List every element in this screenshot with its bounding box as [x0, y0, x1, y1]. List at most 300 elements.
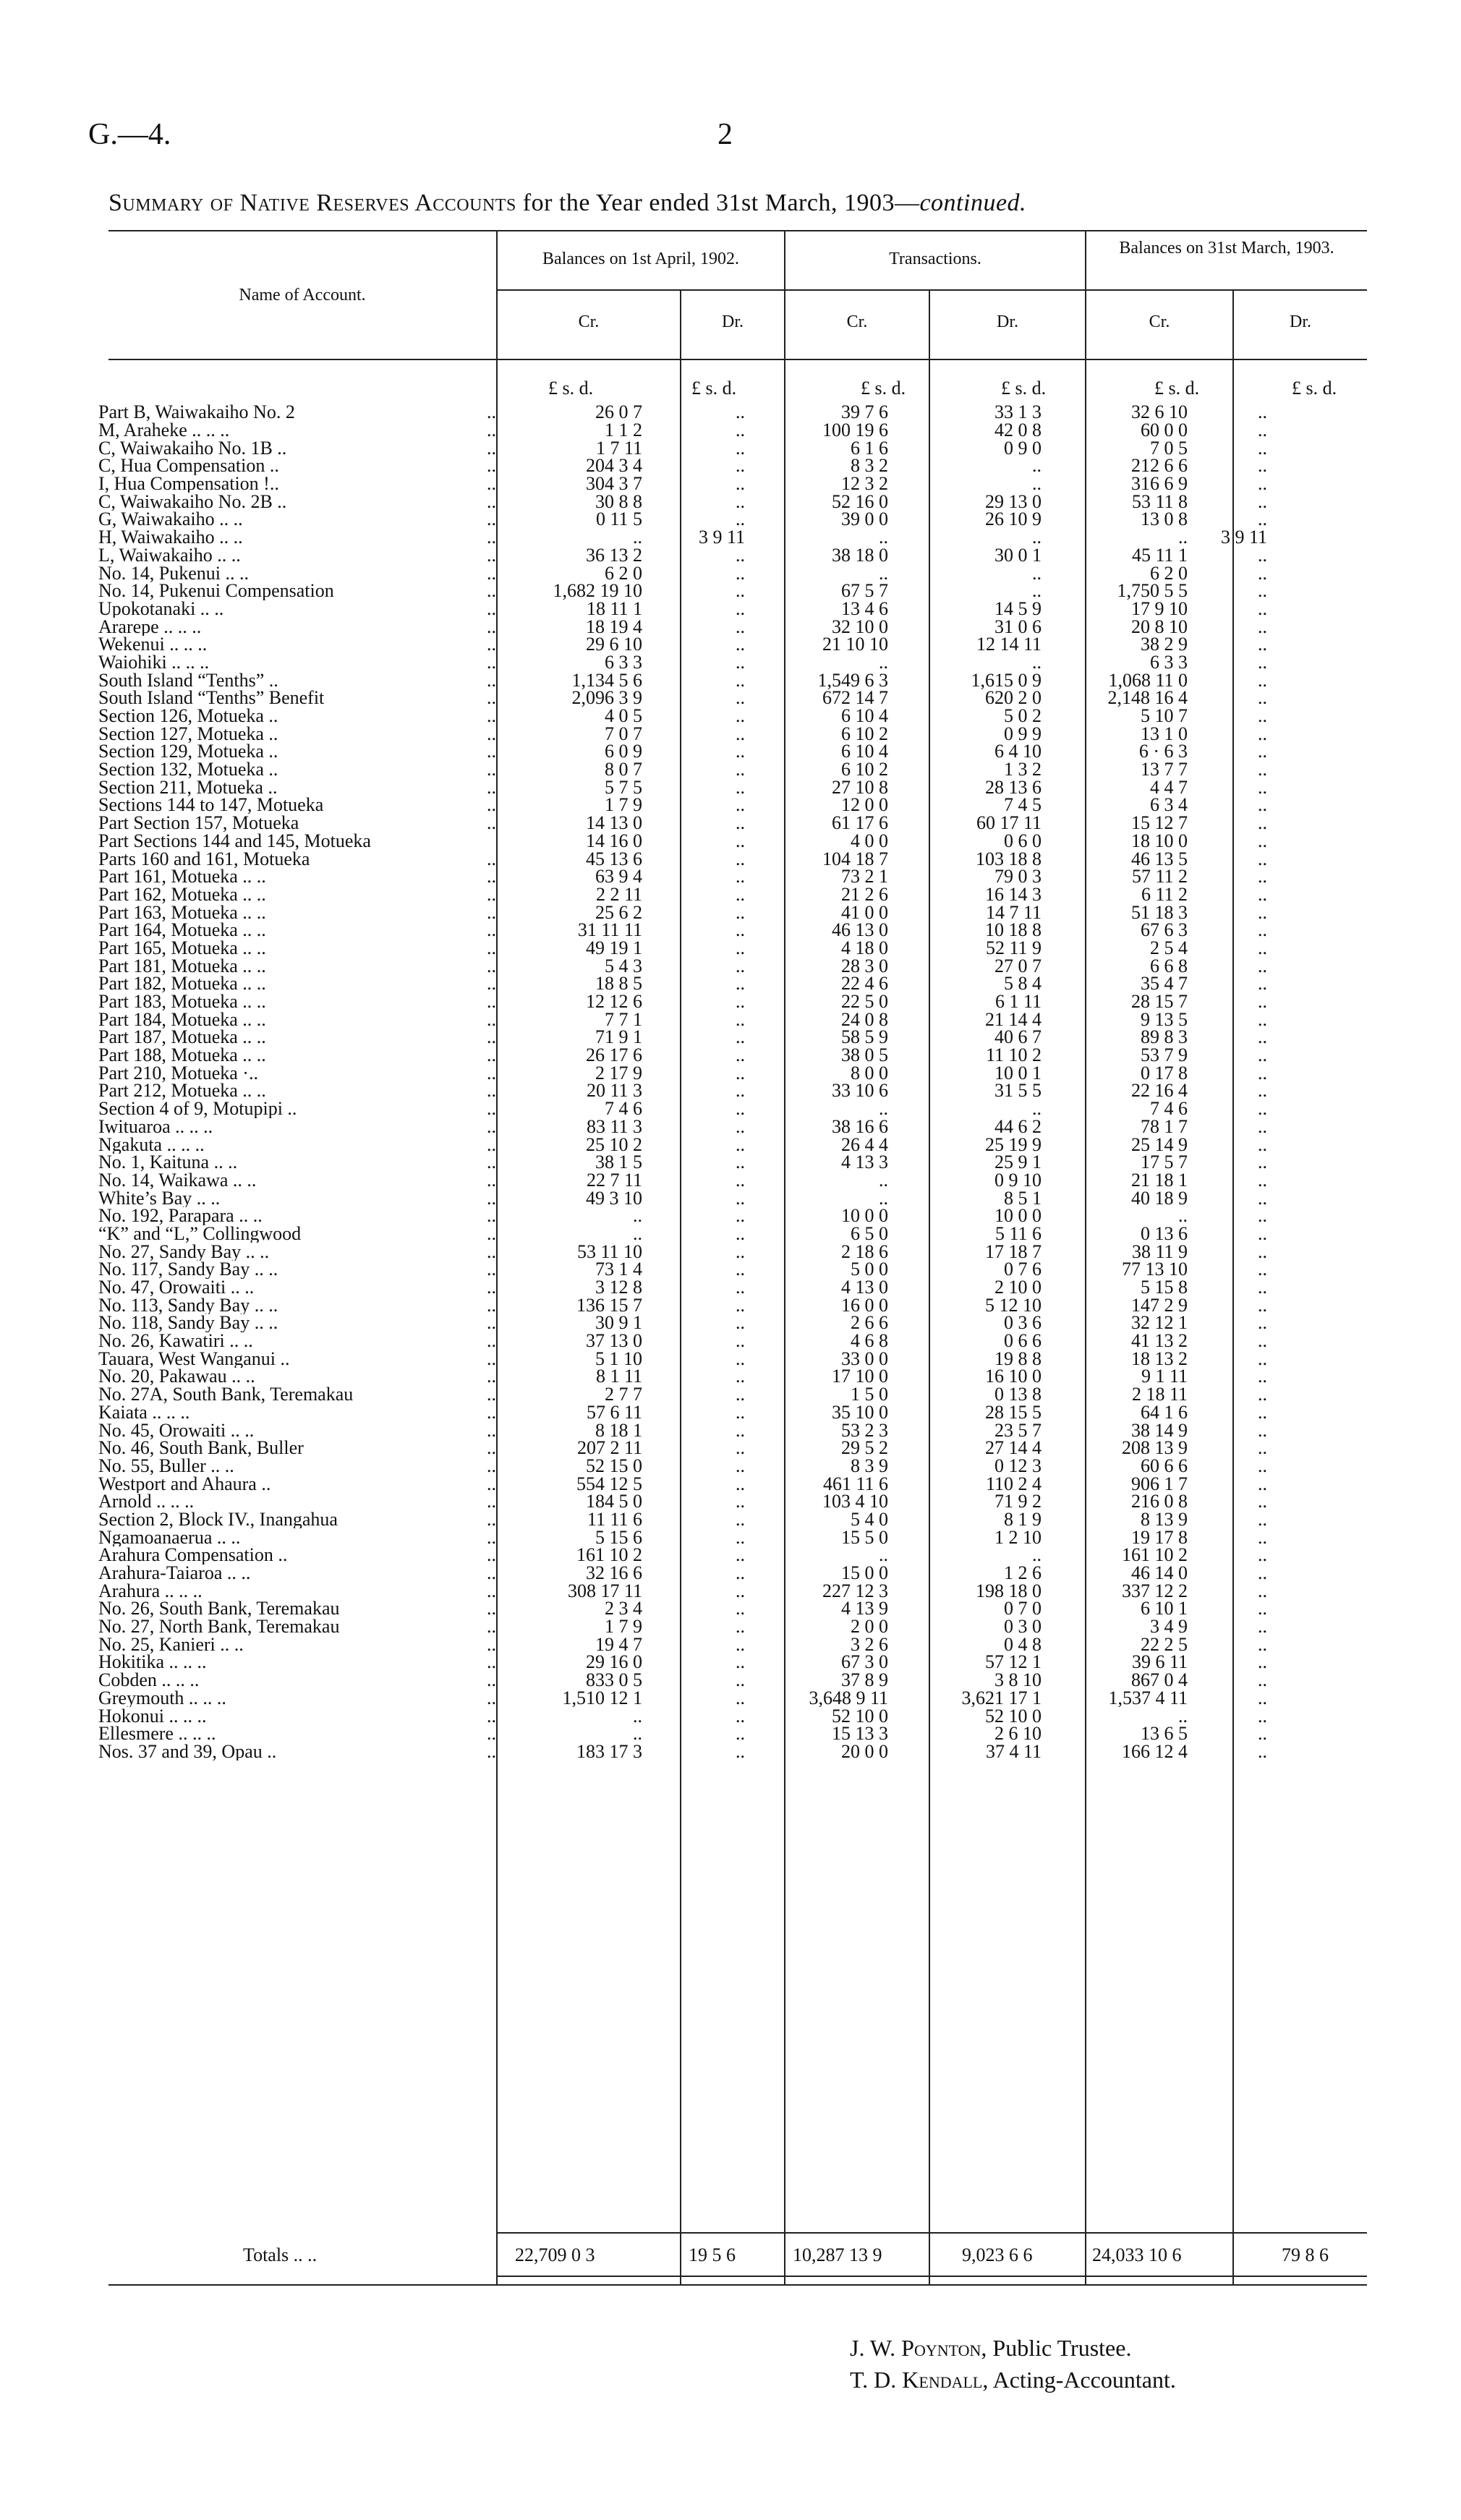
closing-dr-amount: .. — [1258, 1350, 1267, 1368]
transaction-cr-amount: 38 18 0 — [832, 546, 888, 565]
leader-dots: .. — [487, 1189, 496, 1207]
closing-dr-amount: .. — [1258, 635, 1267, 654]
transaction-dr-amount: 1 2 6 — [1004, 1564, 1042, 1583]
closing-dr-amount: .. — [1258, 1582, 1267, 1601]
closing-dr-amount: .. — [1258, 582, 1267, 600]
table-row — [98, 1511, 1267, 1529]
opening-cr-amount: 1 7 11 — [595, 439, 642, 458]
account-name: No. 20, Pakawau .. .. — [98, 1368, 255, 1386]
closing-cr-amount: 2 18 11 — [1131, 1385, 1188, 1404]
opening-dr-amount: .. — [736, 1010, 745, 1029]
account-name: Kaiata .. .. .. — [98, 1403, 190, 1422]
table-row — [98, 1082, 1267, 1100]
transaction-cr-amount: 103 4 10 — [822, 1492, 888, 1511]
transaction-cr-amount: 15 13 3 — [832, 1724, 888, 1743]
totals-trans-dr: 9,023 6 6 — [962, 2244, 1033, 2265]
table-row — [98, 1528, 1267, 1546]
transaction-cr-amount: 53 2 3 — [841, 1421, 888, 1439]
opening-cr-amount: 20 11 3 — [586, 1082, 642, 1100]
leader-dots: .. — [487, 707, 496, 725]
opening-cr-amount: 12 12 6 — [586, 992, 642, 1011]
closing-cr-amount: 867 0 4 — [1131, 1671, 1188, 1690]
unit-label-trans-cr: £ s. d. — [861, 378, 906, 399]
closing-cr-amount: 3 4 9 — [1150, 1617, 1188, 1636]
closing-dr-amount: .. — [1258, 885, 1267, 904]
opening-dr-amount: .. — [736, 1296, 745, 1315]
totals-opening-cr: 22,709 0 3 — [515, 2244, 595, 2265]
transaction-dr-amount: 28 13 6 — [985, 778, 1042, 797]
closing-dr-amount: .. — [1258, 1724, 1267, 1743]
closing-dr-amount: .. — [1258, 1332, 1267, 1350]
transaction-cr-amount: 39 0 0 — [841, 511, 888, 529]
transaction-cr-amount: 27 10 8 — [832, 778, 888, 797]
closing-dr-amount: .. — [1258, 796, 1267, 814]
closing-dr-amount: .. — [1258, 689, 1267, 707]
leader-dots: .. — [487, 1296, 496, 1315]
table-row — [98, 511, 1267, 529]
closing-cr-amount: 13 7 7 — [1141, 760, 1188, 779]
title-continued: continued. — [919, 190, 1027, 216]
transaction-dr-amount: .. — [1032, 457, 1042, 475]
table-row — [98, 547, 1267, 565]
transaction-cr-amount: 4 13 3 — [841, 1153, 888, 1172]
totals-closing-cr: 24,033 10 6 — [1092, 2244, 1182, 2265]
signature-role: , Acting-Accountant. — [982, 2367, 1176, 2393]
transaction-dr-amount: 0 9 0 — [1004, 439, 1042, 458]
opening-cr-amount: 63 9 4 — [595, 867, 642, 886]
closing-cr-amount: 147 2 9 — [1131, 1296, 1188, 1315]
opening-dr-amount: .. — [736, 1082, 745, 1100]
account-name: No. 27, North Bank, Teremakau — [98, 1617, 340, 1636]
table-row — [98, 814, 1267, 833]
opening-cr-amount: 18 19 4 — [586, 618, 642, 636]
transaction-dr-amount: 11 10 2 — [985, 1046, 1042, 1065]
opening-dr-amount: .. — [736, 1171, 745, 1190]
opening-cr-amount: 304 3 7 — [586, 474, 642, 493]
opening-cr-amount: 52 15 0 — [586, 1457, 642, 1476]
closing-dr-amount: .. — [1258, 1064, 1267, 1083]
transaction-cr-amount: 2 18 6 — [841, 1243, 888, 1261]
table-row — [98, 850, 1267, 868]
transaction-dr-amount: 14 7 11 — [985, 903, 1042, 921]
closing-dr-amount: .. — [1258, 760, 1267, 779]
closing-cr-amount: 60 6 6 — [1141, 1457, 1188, 1476]
transaction-cr-amount: 6 10 2 — [841, 725, 888, 744]
unit-label-closing-cr: £ s. d. — [1154, 378, 1200, 399]
unit-label-opening-cr: £ s. d. — [548, 378, 594, 399]
table-row — [98, 886, 1267, 904]
transaction-cr-amount: 33 0 0 — [841, 1350, 888, 1368]
transaction-dr-amount: 0 4 8 — [1004, 1635, 1042, 1654]
header-dr-closing: Dr. — [1290, 312, 1311, 331]
closing-cr-amount: 2,148 16 4 — [1107, 689, 1188, 707]
transaction-cr-amount: 15 0 0 — [841, 1564, 888, 1583]
leader-dots: .. — [487, 921, 496, 940]
transaction-cr-amount: 12 3 2 — [841, 474, 888, 493]
transaction-cr-amount: 67 3 0 — [841, 1653, 888, 1672]
leader-dots: .. — [487, 421, 496, 440]
transaction-cr-amount: 6 1 6 — [851, 439, 888, 458]
opening-dr-amount: .. — [736, 1029, 745, 1047]
transaction-cr-amount: 4 0 0 — [851, 832, 888, 851]
table-row — [98, 1707, 1267, 1725]
closing-dr-amount: .. — [1258, 439, 1267, 458]
transaction-cr-amount: .. — [879, 1171, 888, 1190]
transaction-dr-amount: 0 9 10 — [994, 1171, 1042, 1190]
transaction-cr-amount: 32 10 0 — [832, 618, 888, 636]
leader-dots: .. — [487, 1118, 496, 1136]
closing-cr-amount: .. — [1178, 528, 1188, 547]
transaction-dr-amount: 31 5 5 — [994, 1082, 1042, 1100]
table-row — [98, 582, 1267, 600]
leader-dots: .. — [487, 582, 496, 600]
transaction-cr-amount: 39 7 6 — [841, 404, 888, 422]
account-name: No. 27, Sandy Bay .. .. — [98, 1243, 270, 1261]
table-row — [98, 439, 1267, 457]
table-row — [98, 422, 1267, 440]
transaction-dr-amount: 0 9 9 — [1004, 725, 1042, 744]
opening-dr-amount: .. — [736, 760, 745, 779]
transaction-dr-amount: 5 8 4 — [1004, 975, 1042, 993]
closing-cr-amount: 21 18 1 — [1131, 1171, 1188, 1190]
table-row — [98, 1172, 1267, 1190]
opening-cr-amount: 4 0 5 — [605, 707, 642, 725]
table-row — [98, 778, 1267, 796]
closing-dr-amount: .. — [1258, 1118, 1267, 1136]
transaction-dr-amount: 30 0 1 — [994, 546, 1042, 565]
opening-cr-amount: .. — [633, 1724, 642, 1743]
closing-dr-amount: .. — [1258, 1171, 1267, 1190]
account-name: Section 127, Motueka .. — [98, 725, 278, 744]
opening-cr-amount: 5 7 5 — [605, 778, 642, 797]
transaction-dr-amount: 52 11 9 — [985, 939, 1042, 958]
table-row — [98, 1064, 1267, 1082]
opening-dr-amount: .. — [736, 1671, 745, 1690]
closing-cr-amount: 337 12 2 — [1122, 1582, 1188, 1601]
account-name: South Island “Tenths” .. — [98, 671, 278, 689]
opening-cr-amount: 26 17 6 — [586, 1046, 642, 1065]
account-name: Part 181, Motueka .. .. — [98, 957, 266, 975]
closing-dr-amount: .. — [1258, 404, 1267, 422]
totals-opening-dr: 19 5 6 — [689, 2244, 736, 2265]
transaction-cr-amount: 1 5 0 — [851, 1385, 888, 1404]
transaction-dr-amount: .. — [1032, 474, 1042, 493]
closing-dr-amount: .. — [1258, 1528, 1267, 1546]
account-name: M, Araheke .. .. .. — [98, 421, 230, 440]
transaction-cr-amount: 3,648 9 11 — [809, 1689, 888, 1708]
transaction-dr-amount: 1,615 0 9 — [971, 671, 1042, 689]
closing-dr-amount: .. — [1258, 1261, 1267, 1279]
opening-cr-amount: 6 2 0 — [605, 564, 642, 582]
account-name: Part Sections 144 and 145, Motueka — [98, 832, 371, 851]
opening-dr-amount: .. — [736, 1742, 745, 1761]
leader-dots: .. — [487, 689, 496, 707]
closing-dr-amount: .. — [1258, 1136, 1267, 1154]
transaction-dr-amount: 37 4 11 — [985, 1742, 1042, 1761]
transaction-dr-amount: 40 6 7 — [994, 1029, 1042, 1047]
account-name: White’s Bay .. .. — [98, 1189, 221, 1207]
leader-dots: .. — [487, 439, 496, 458]
transaction-dr-amount: 23 5 7 — [994, 1421, 1042, 1439]
opening-dr-amount: .. — [736, 457, 745, 475]
unit-label-trans-dr: £ s. d. — [1001, 378, 1047, 399]
accounts-table-body — [98, 404, 1267, 1761]
table-row — [98, 1100, 1267, 1118]
transaction-cr-amount: 8 3 2 — [851, 457, 888, 475]
account-name: No. 14, Waikawa .. .. — [98, 1171, 257, 1190]
transaction-cr-amount: 22 4 6 — [841, 975, 888, 993]
account-name: Part 163, Motueka .. .. — [98, 903, 266, 921]
transaction-cr-amount: 4 18 0 — [841, 939, 888, 958]
transaction-dr-amount: 6 1 11 — [994, 992, 1042, 1011]
closing-dr-amount: .. — [1258, 1189, 1267, 1207]
leader-dots: .. — [487, 1492, 496, 1511]
header-closing-balances: Balances on 31st March, 1903. — [1119, 239, 1334, 257]
account-name: C, Waiwakaiho No. 1B .. — [98, 439, 287, 458]
leader-dots: .. — [487, 1368, 496, 1386]
opening-cr-amount: 5 1 10 — [595, 1350, 642, 1368]
opening-dr-amount: .. — [736, 1243, 745, 1261]
leader-dots: .. — [487, 1707, 496, 1725]
closing-cr-amount: 89 8 3 — [1141, 1029, 1188, 1047]
transaction-dr-amount: 31 0 6 — [994, 618, 1042, 636]
account-name: Tauara, West Wanganui .. — [98, 1350, 290, 1368]
leader-dots: .. — [487, 474, 496, 493]
opening-cr-amount: 49 3 10 — [586, 1189, 642, 1207]
closing-cr-amount: 212 6 6 — [1131, 457, 1188, 475]
opening-dr-amount: .. — [736, 1153, 745, 1172]
transaction-dr-amount: 12 14 11 — [976, 635, 1042, 654]
transaction-cr-amount: 6 10 2 — [841, 760, 888, 779]
table-row — [98, 564, 1267, 582]
opening-dr-amount: .. — [736, 1332, 745, 1350]
transaction-cr-amount: 24 0 8 — [841, 1010, 888, 1029]
account-name: No. 117, Sandy Bay .. .. — [98, 1261, 278, 1279]
closing-dr-amount: .. — [1258, 1403, 1267, 1422]
opening-dr-amount: .. — [736, 1724, 745, 1743]
transaction-cr-amount: 22 5 0 — [841, 992, 888, 1011]
table-row — [98, 1261, 1267, 1279]
transaction-dr-amount: 17 18 7 — [985, 1243, 1042, 1261]
leader-dots: .. — [487, 511, 496, 529]
transaction-cr-amount: 6 5 0 — [851, 1225, 888, 1243]
closing-dr-amount: .. — [1258, 1010, 1267, 1029]
account-name: Section 2, Block IV., Inangahua — [98, 1510, 338, 1529]
opening-dr-amount: .. — [736, 725, 745, 744]
closing-cr-amount: 7 0 5 — [1150, 439, 1188, 458]
leader-dots: .. — [487, 671, 496, 689]
leader-dots: .. — [487, 1475, 496, 1493]
transaction-cr-amount: 5 0 0 — [851, 1261, 888, 1279]
account-name: No. 55, Buller .. .. — [98, 1457, 234, 1476]
signature-role: , Public Trustee. — [981, 2335, 1132, 2361]
opening-cr-amount: 36 13 2 — [586, 546, 642, 565]
transaction-cr-amount: 6 10 4 — [841, 743, 888, 761]
closing-cr-amount: 38 11 9 — [1131, 1243, 1188, 1261]
opening-dr-amount: .. — [736, 1528, 745, 1546]
closing-cr-amount: 18 10 0 — [1131, 832, 1188, 851]
leader-dots: .. — [487, 1278, 496, 1297]
transaction-cr-amount: 3 2 6 — [851, 1635, 888, 1654]
closing-dr-amount: .. — [1258, 743, 1267, 761]
table-row — [98, 1618, 1267, 1636]
closing-dr-amount: .. — [1258, 511, 1267, 529]
account-name: Part 183, Motueka .. .. — [98, 992, 266, 1011]
header-transactions: Transactions. — [889, 250, 981, 268]
totals-label: Totals .. .. — [243, 2244, 318, 2265]
account-name: Part 184, Motueka .. .. — [98, 1010, 266, 1029]
account-name: Sections 144 to 147, Motueka — [98, 796, 324, 814]
opening-dr-amount: .. — [736, 546, 745, 565]
closing-dr-amount: .. — [1258, 921, 1267, 940]
opening-dr-amount: .. — [736, 814, 745, 833]
opening-cr-amount: 833 0 5 — [586, 1671, 642, 1690]
leader-dots: .. — [487, 1171, 496, 1190]
opening-cr-amount: 32 16 6 — [586, 1564, 642, 1583]
account-name: Section 211, Motueka .. — [98, 778, 278, 797]
closing-dr-amount: .. — [1258, 1600, 1267, 1618]
account-name: H, Waiwakaiho .. .. — [98, 528, 243, 547]
opening-dr-amount: .. — [736, 1225, 745, 1243]
closing-dr-amount: .. — [1258, 546, 1267, 565]
opening-cr-amount: 2 7 7 — [605, 1385, 642, 1404]
leader-dots: .. — [487, 939, 496, 958]
account-name: Part 210, Motueka ·.. — [98, 1064, 258, 1083]
account-name: “K” and “L,” Collingwood — [98, 1225, 302, 1243]
transaction-dr-amount: 10 0 1 — [994, 1064, 1042, 1083]
opening-cr-amount: .. — [633, 1225, 642, 1243]
table-row — [98, 1690, 1267, 1708]
transaction-cr-amount: 8 3 9 — [851, 1457, 888, 1476]
header-bottom-rule — [108, 359, 1367, 360]
transaction-cr-amount: 21 2 6 — [841, 885, 888, 904]
account-name: Section 126, Motueka .. — [98, 707, 278, 725]
transaction-dr-amount: 0 6 0 — [1004, 832, 1042, 851]
closing-cr-amount: 1,537 4 11 — [1108, 1689, 1188, 1708]
opening-dr-amount: .. — [736, 635, 745, 654]
opening-dr-amount: .. — [736, 1582, 745, 1601]
opening-cr-amount: 14 16 0 — [586, 832, 642, 851]
table-row — [98, 1118, 1267, 1136]
opening-cr-amount: 204 3 4 — [586, 457, 642, 475]
closing-dr-amount: .. — [1258, 564, 1267, 582]
opening-cr-amount: .. — [633, 1707, 642, 1725]
table-row — [98, 833, 1267, 851]
transaction-dr-amount: .. — [1032, 564, 1042, 582]
closing-dr-amount: .. — [1258, 474, 1267, 493]
closing-cr-amount: 60 0 0 — [1141, 421, 1188, 440]
opening-dr-amount: .. — [736, 671, 745, 689]
opening-cr-amount: 14 13 0 — [586, 814, 642, 833]
closing-dr-amount: .. — [1258, 850, 1267, 868]
closing-cr-amount: 40 18 9 — [1131, 1189, 1188, 1207]
closing-cr-amount: 53 11 8 — [1131, 493, 1188, 511]
closing-cr-amount: 5 15 8 — [1141, 1278, 1188, 1297]
closing-dr-amount: .. — [1258, 1046, 1267, 1065]
transaction-cr-amount: 17 10 0 — [832, 1368, 888, 1386]
table-row — [98, 404, 1267, 422]
signature-acting-accountant — [850, 2367, 1176, 2393]
account-name: No. 118, Sandy Bay .. .. — [98, 1314, 278, 1332]
account-name: Part B, Waiwakaiho No. 2 — [98, 404, 295, 422]
leader-dots: .. — [487, 867, 496, 886]
leader-dots: .. — [487, 1600, 496, 1618]
table-row — [98, 707, 1267, 725]
transaction-dr-amount: .. — [1032, 1546, 1042, 1565]
leader-dots: .. — [487, 1689, 496, 1708]
account-name: No. 14, Pukenui Compensation — [98, 582, 334, 600]
closing-cr-amount: 67 6 3 — [1141, 921, 1188, 940]
transaction-dr-amount: .. — [1032, 528, 1042, 547]
transaction-dr-amount: 16 10 0 — [985, 1368, 1042, 1386]
opening-cr-amount: 71 9 1 — [595, 1029, 642, 1047]
closing-cr-amount: 5 10 7 — [1141, 707, 1188, 725]
table-row — [98, 493, 1267, 511]
account-name: Part 161, Motueka .. .. — [98, 867, 266, 886]
opening-dr-amount: .. — [736, 582, 745, 600]
table-row — [98, 1225, 1267, 1243]
opening-dr-amount: .. — [736, 939, 745, 958]
table-row — [98, 1332, 1267, 1350]
transaction-dr-amount: 28 15 5 — [985, 1403, 1042, 1422]
page-number: 2 — [717, 118, 733, 151]
transaction-dr-amount: .. — [1032, 582, 1042, 600]
account-name: Hokonui .. .. .. — [98, 1707, 207, 1725]
closing-dr-amount: .. — [1258, 778, 1267, 797]
transaction-dr-amount: 5 11 6 — [994, 1225, 1042, 1243]
leader-dots: .. — [487, 1528, 496, 1546]
opening-cr-amount: 73 1 4 — [595, 1261, 642, 1279]
opening-dr-amount: .. — [736, 1385, 745, 1404]
opening-dr-amount: .. — [736, 1118, 745, 1136]
table-row — [98, 636, 1267, 654]
leader-dots: .. — [487, 1314, 496, 1332]
closing-cr-amount: 46 13 5 — [1131, 850, 1188, 868]
opening-cr-amount: 2 2 11 — [595, 885, 642, 904]
account-name: Arahura-Taiaroa .. .. — [98, 1564, 251, 1583]
opening-dr-amount: .. — [736, 1368, 745, 1386]
table-row — [98, 743, 1267, 761]
transaction-cr-amount: 13 4 6 — [841, 600, 888, 618]
transaction-cr-amount: 104 18 7 — [822, 850, 888, 868]
transaction-cr-amount: 38 0 5 — [841, 1046, 888, 1065]
account-name: No. 46, South Bank, Buller — [98, 1439, 304, 1457]
opening-cr-amount: 18 8 5 — [595, 975, 642, 993]
opening-dr-amount: .. — [736, 867, 745, 886]
account-name: Section 4 of 9, Motupipi .. — [98, 1099, 297, 1118]
transaction-dr-amount: 27 0 7 — [994, 957, 1042, 975]
table-row — [98, 940, 1267, 958]
opening-dr-amount: .. — [736, 1475, 745, 1493]
table-row — [98, 1189, 1267, 1207]
opening-cr-amount: 22 7 11 — [586, 1171, 642, 1190]
table-row — [98, 1582, 1267, 1600]
header-account-name: Name of Account. — [239, 286, 366, 305]
transaction-dr-amount: 14 5 9 — [994, 600, 1042, 618]
closing-dr-amount: .. — [1258, 1296, 1267, 1315]
transaction-dr-amount: 5 12 10 — [985, 1296, 1042, 1315]
opening-dr-amount: .. — [736, 1136, 745, 1154]
accounts-table — [98, 404, 1267, 1761]
table-row — [98, 1493, 1267, 1511]
leader-dots: .. — [487, 1421, 496, 1439]
opening-cr-amount: 0 11 5 — [595, 511, 642, 529]
account-name: L, Waiwakaiho .. .. — [98, 546, 241, 565]
transaction-cr-amount: 41 0 0 — [841, 903, 888, 921]
unit-label-opening-dr: £ s. d. — [691, 378, 737, 399]
table-row — [98, 1404, 1267, 1422]
opening-cr-amount: 6 3 3 — [605, 653, 642, 672]
